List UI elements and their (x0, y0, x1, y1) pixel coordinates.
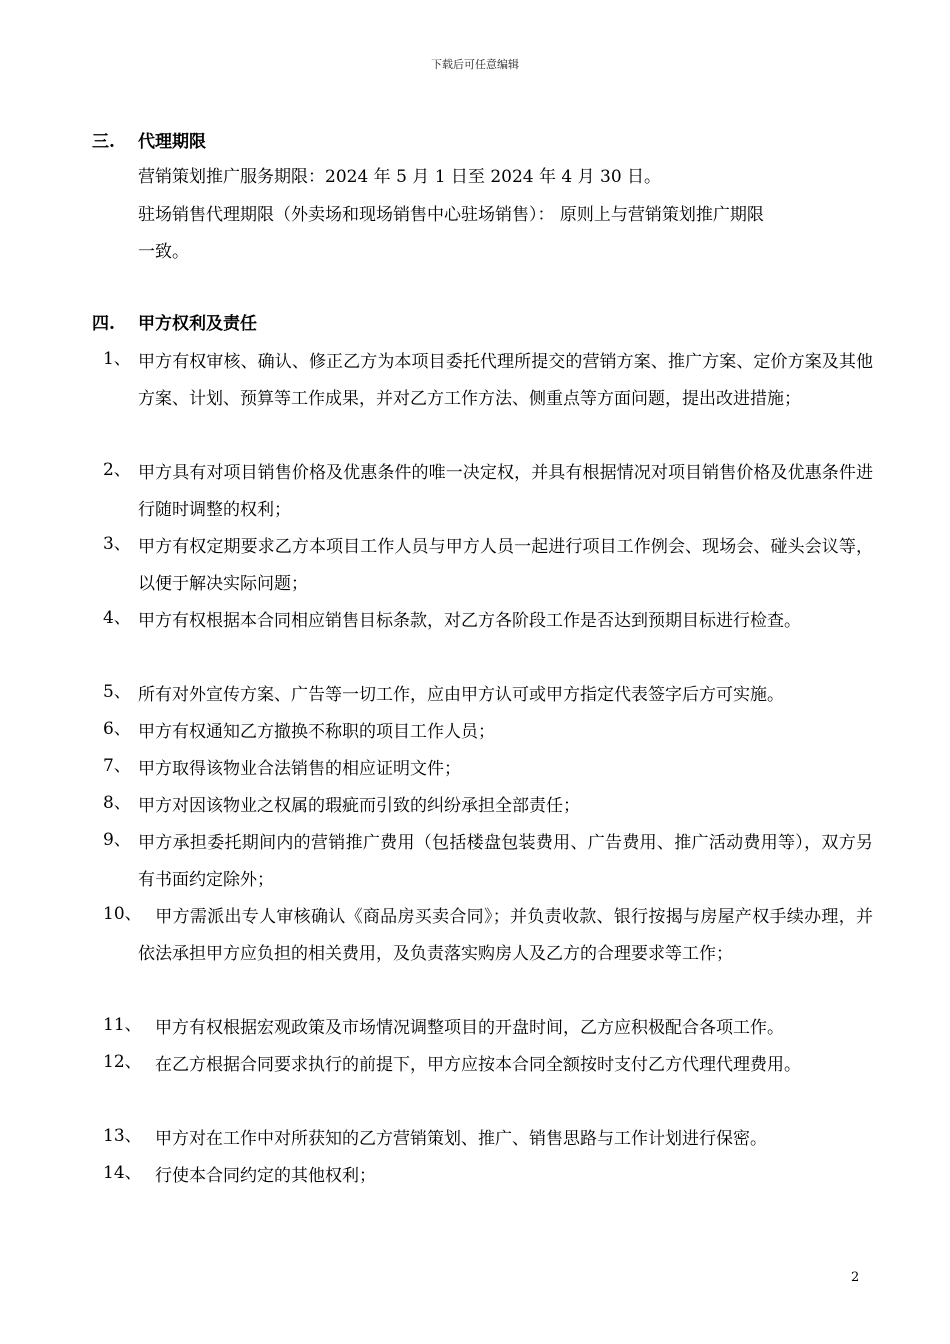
list-item-number: 2、 (103, 460, 131, 480)
list-item-text: 甲方承担委托期间内的营销推广费用（包括楼盘包装费用、广告费用、推广活动费用等），双方另有书面约定除外； (138, 833, 873, 890)
list-item-text: 甲方有权定期要求乙方本项目工作人员与甲方人员一起进行项目工作例会、现场会、碰头会议等，以便于解决实际问题； (138, 537, 873, 594)
list-item-text: 甲方有权审核、确认、修正乙方为本项目委托代理所提交的营销方案、推广方案、定价方案及其他方案、计划、预算等工作成果，并对乙方工作方法、侧重点等方面问题，提出改进措施； (138, 352, 873, 409)
list-item-number: 8、 (103, 793, 131, 813)
list-item-text: 甲方取得该物业合法销售的相应证明文件； (138, 759, 461, 779)
list-item-number: 1、 (103, 349, 131, 369)
service-period-line: 营销策划推广服务期限：2024 年 5 月 1 日至 2024 年 4 月 30 日。 (138, 167, 662, 187)
sales-period-line-cont: 一致。 (138, 242, 189, 262)
section-4-number: 四. (92, 314, 115, 334)
section-4-heading (92, 309, 257, 334)
page-number: 2 (851, 1270, 860, 1285)
list-item-text: 甲方有权根据宏观政策及市场情况调整项目的开盘时间，乙方应积极配合各项工作。 (138, 1018, 784, 1038)
list-item-number: 12、 (103, 1052, 142, 1072)
list-item-text: 甲方有权根据本合同相应销售目标条款，对乙方各阶段工作是否达到预期目标进行检查。 (138, 611, 801, 631)
list-item-number: 7、 (103, 756, 131, 776)
list-item-text: 甲方对因该物业之权属的瑕疵而引致的纠纷承担全部责任； (138, 796, 580, 816)
list-item-text: 甲方有权通知乙方撤换不称职的项目工作人员； (138, 722, 495, 742)
list-item-text: 所有对外宣传方案、广告等一切工作，应由甲方认可或甲方指定代表签字后方可实施。 (138, 685, 784, 705)
list-item-text: 行使本合同约定的其他权利； (138, 1166, 376, 1186)
list-item-text: 在乙方根据合同要求执行的前提下，甲方应按本合同全额按时支付乙方代理代理费用。 (138, 1055, 801, 1075)
list-item-text: 甲方对在工作中对所获知的乙方营销策划、推广、销售思路与工作计划进行保密。 (138, 1129, 767, 1149)
section-3-title: 代理期限 (138, 132, 206, 152)
list-item-number: 9、 (103, 830, 131, 850)
list-item-text: 甲方具有对项目销售价格及优惠条件的唯一决定权，并具有根据情况对项目销售价格及优惠条件进行随时调整的权利； (138, 463, 873, 520)
list-item-number: 3、 (103, 534, 131, 554)
list-item-number: 5、 (103, 682, 131, 702)
list-item-number: 14、 (103, 1163, 142, 1183)
sales-period-line: 驻场销售代理期限（外卖场和现场销售中心驻场销售）： 原则上与营销策划推广期限 (138, 205, 764, 225)
list-item-number: 13、 (103, 1126, 142, 1146)
list-item-number: 11、 (103, 1015, 142, 1035)
section-4-title: 甲方权利及责任 (138, 314, 257, 334)
list-item-number: 10、 (103, 904, 142, 924)
list-item-text: 甲方需派出专人审核确认《商品房买卖合同》；并负责收款、银行按揭与房屋产权手续办理，并依法承担甲方应负担的相关费用，及负责落实购房人及乙方的合理要求等工作； (138, 907, 873, 964)
list-item-number: 6、 (103, 719, 131, 739)
list-item-number: 4、 (103, 608, 131, 628)
section-3-heading (92, 127, 206, 152)
page-header: 下载后可任意编辑 (431, 58, 519, 71)
section-3-number: 三. (92, 132, 115, 152)
